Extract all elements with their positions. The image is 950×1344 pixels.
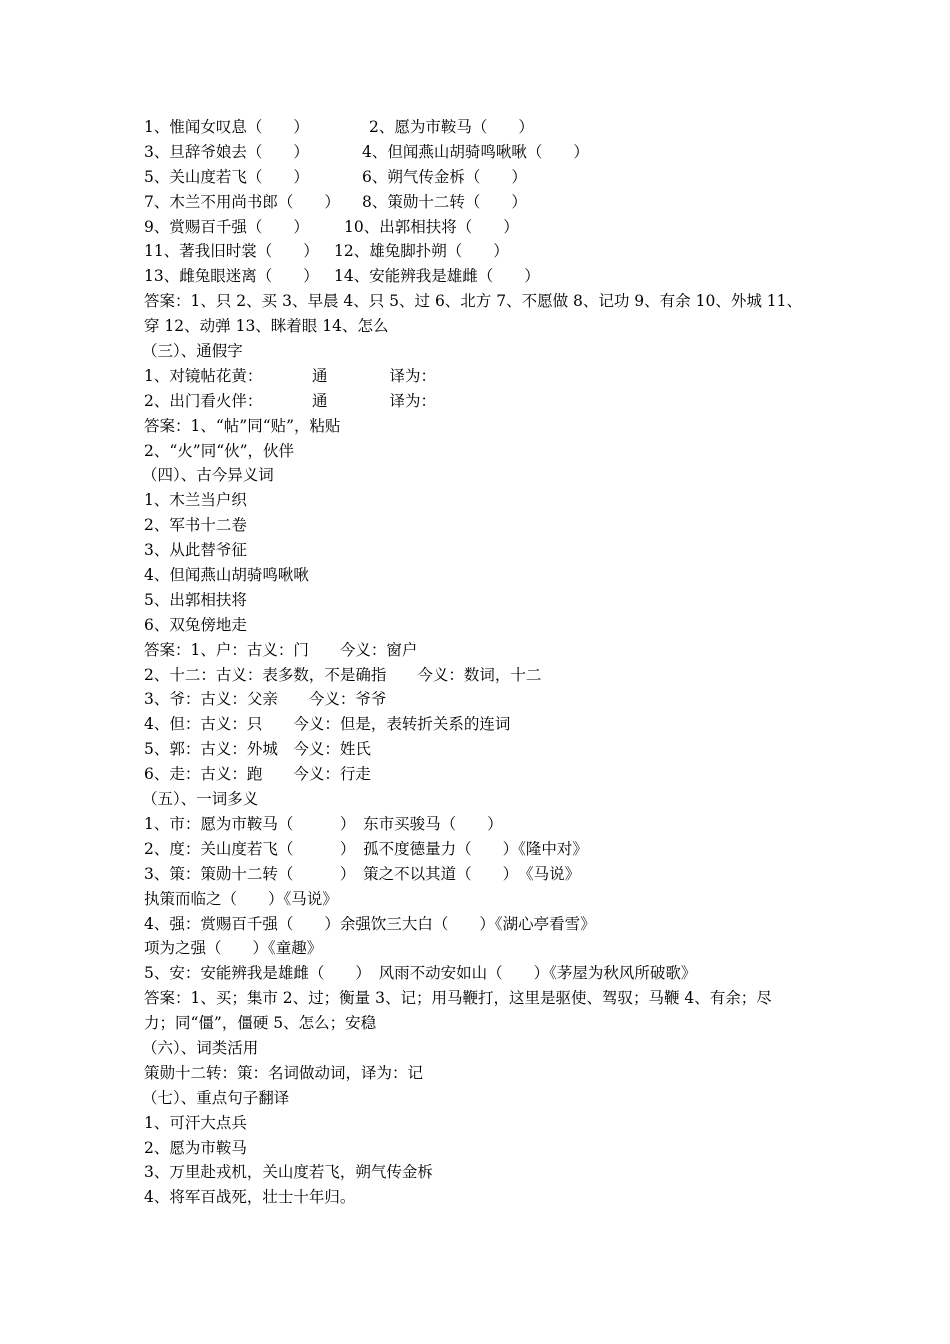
- text-line: [144, 190, 834, 215]
- item-right: 2、愿为市鞍马（ ）: [369, 118, 534, 136]
- text-line: 4、将军百战死，壮士十年归。: [144, 1188, 356, 1207]
- text-line: 2、十二：古义：表多数，不是确指 今义：数词，十二: [144, 665, 542, 684]
- text-line: [144, 389, 834, 414]
- text-line: 穿 12、动弹 13、眯着眼 14、怎么: [144, 317, 389, 336]
- text-line: 答案：1、“帖”同“贴”，粘贴: [144, 416, 341, 435]
- text-line: 3、爷：古义：父亲 今义：爷爷: [144, 690, 387, 709]
- text-line: [144, 165, 834, 190]
- text-line: 4、但：古义：只 今义：但是，表转折关系的连词: [144, 715, 511, 734]
- item-left: 2、出门看火伴：: [144, 391, 263, 410]
- item-right: 8、策勋十二转（ ）: [362, 192, 527, 211]
- text-line: （七）、重点句子翻译: [142, 1088, 290, 1107]
- text-line: （四）、古今异义词: [142, 466, 274, 485]
- item-right: 10、出郭相扶将（ ）: [344, 217, 519, 236]
- text-line: 2、愿为市鞍马: [144, 1138, 247, 1157]
- text-line: 执策而临之（ ）《马说》: [144, 889, 338, 908]
- text-line: [144, 364, 834, 389]
- text-line: [144, 140, 834, 165]
- item-right: 14、安能辨我是雄雌（ ）: [334, 267, 540, 286]
- text-line: 1、可汗大点兵: [144, 1113, 247, 1132]
- item-left: 5、关山度若飞（ ）: [144, 167, 309, 186]
- text-line: 6、双兔傍地走: [144, 615, 247, 634]
- text-line: 5、郭：古义：外城 今义：姓氏: [144, 740, 371, 759]
- item-left: 1、对镜帖花黄：: [144, 366, 263, 385]
- text-line: （五）、一词多义: [142, 790, 259, 809]
- text-line: 3、策：策勋十二转（ ） 策之不以其道（ ） 《马说》: [144, 864, 581, 883]
- text-line: 4、但闻燕山胡骑鸣啾啾: [144, 566, 309, 585]
- document-body: [144, 115, 834, 1210]
- item-left: 7、木兰不用尚书郎（ ）: [144, 192, 340, 211]
- item-left: 13、雌兔眼迷离（ ）: [144, 267, 319, 286]
- text-line: 答案：1、只 2、买 3、早晨 4、只 5、过 6、北方 7、不愿做 8、记功 9、有余 10、外城 11、: [144, 292, 802, 311]
- item-right: 6、朔气传金柝（ ）: [362, 167, 527, 186]
- text-line: 2、度：关山度若飞（ ） 孤不度德量力（ ）《隆中对》: [144, 839, 588, 858]
- text-line: 6、走：古义：跑 今义：行走: [144, 765, 371, 784]
- text-line: 5、出郭相扶将: [144, 590, 247, 609]
- text-line: 3、从此替爷征: [144, 541, 247, 560]
- text-line: （三）、通假字: [142, 342, 243, 361]
- text-line: 2、“火”同“伙”，伙伴: [144, 441, 295, 460]
- text-line: 5、安：安能辨我是雄雌（ ） 风雨不动安如山（ ）《茅屋为秋风所破歌》: [144, 964, 697, 983]
- text-line: 策勋十二转：策：名词做动词，译为：记: [144, 1063, 424, 1082]
- item-right: 12、雄兔脚扑朔（ ）: [334, 242, 509, 261]
- item-left: 3、旦辞爷娘去（ ）: [144, 142, 309, 161]
- text-line: [144, 115, 834, 140]
- item-right: 通 译为：: [312, 366, 437, 385]
- text-line: 1、木兰当户织: [144, 491, 247, 510]
- text-line: 3、万里赴戎机，关山度若飞，朔气传金柝: [144, 1163, 433, 1182]
- item-left: 9、赏赐百千强（ ）: [144, 217, 309, 236]
- text-line: （六）、词类活用: [142, 1038, 259, 1057]
- text-line: 2、军书十二卷: [144, 516, 247, 535]
- text-line: 4、强：赏赐百千强（ ）余强饮三大白（ ）《湖心亭看雪》: [144, 914, 596, 933]
- item-right: 4、但闻燕山胡骑鸣啾啾（ ）: [362, 142, 589, 161]
- item-left: 1、惟闻女叹息（ ）: [144, 118, 309, 136]
- text-line: 答案：1、户：古义：门 今义：窗户: [144, 640, 418, 659]
- text-line: 项为之强（ ）《童趣》: [144, 939, 323, 958]
- text-line: [144, 264, 834, 289]
- text-line: [144, 215, 834, 240]
- item-right: 通 译为：: [312, 391, 437, 410]
- text-line: 1、市：愿为市鞍马（ ） 东市买骏马（ ）: [144, 814, 503, 833]
- text-line: [144, 239, 834, 264]
- text-line: 力；同“僵”，僵硬 5、怎么；安稳: [144, 1014, 377, 1033]
- item-left: 11、著我旧时裳（ ）: [144, 242, 319, 261]
- text-line: 答案：1、买；集市 2、过；衡量 3、记；用马鞭打，这里是驱使、驾驭；马鞭 4、有余；尽: [144, 989, 772, 1008]
